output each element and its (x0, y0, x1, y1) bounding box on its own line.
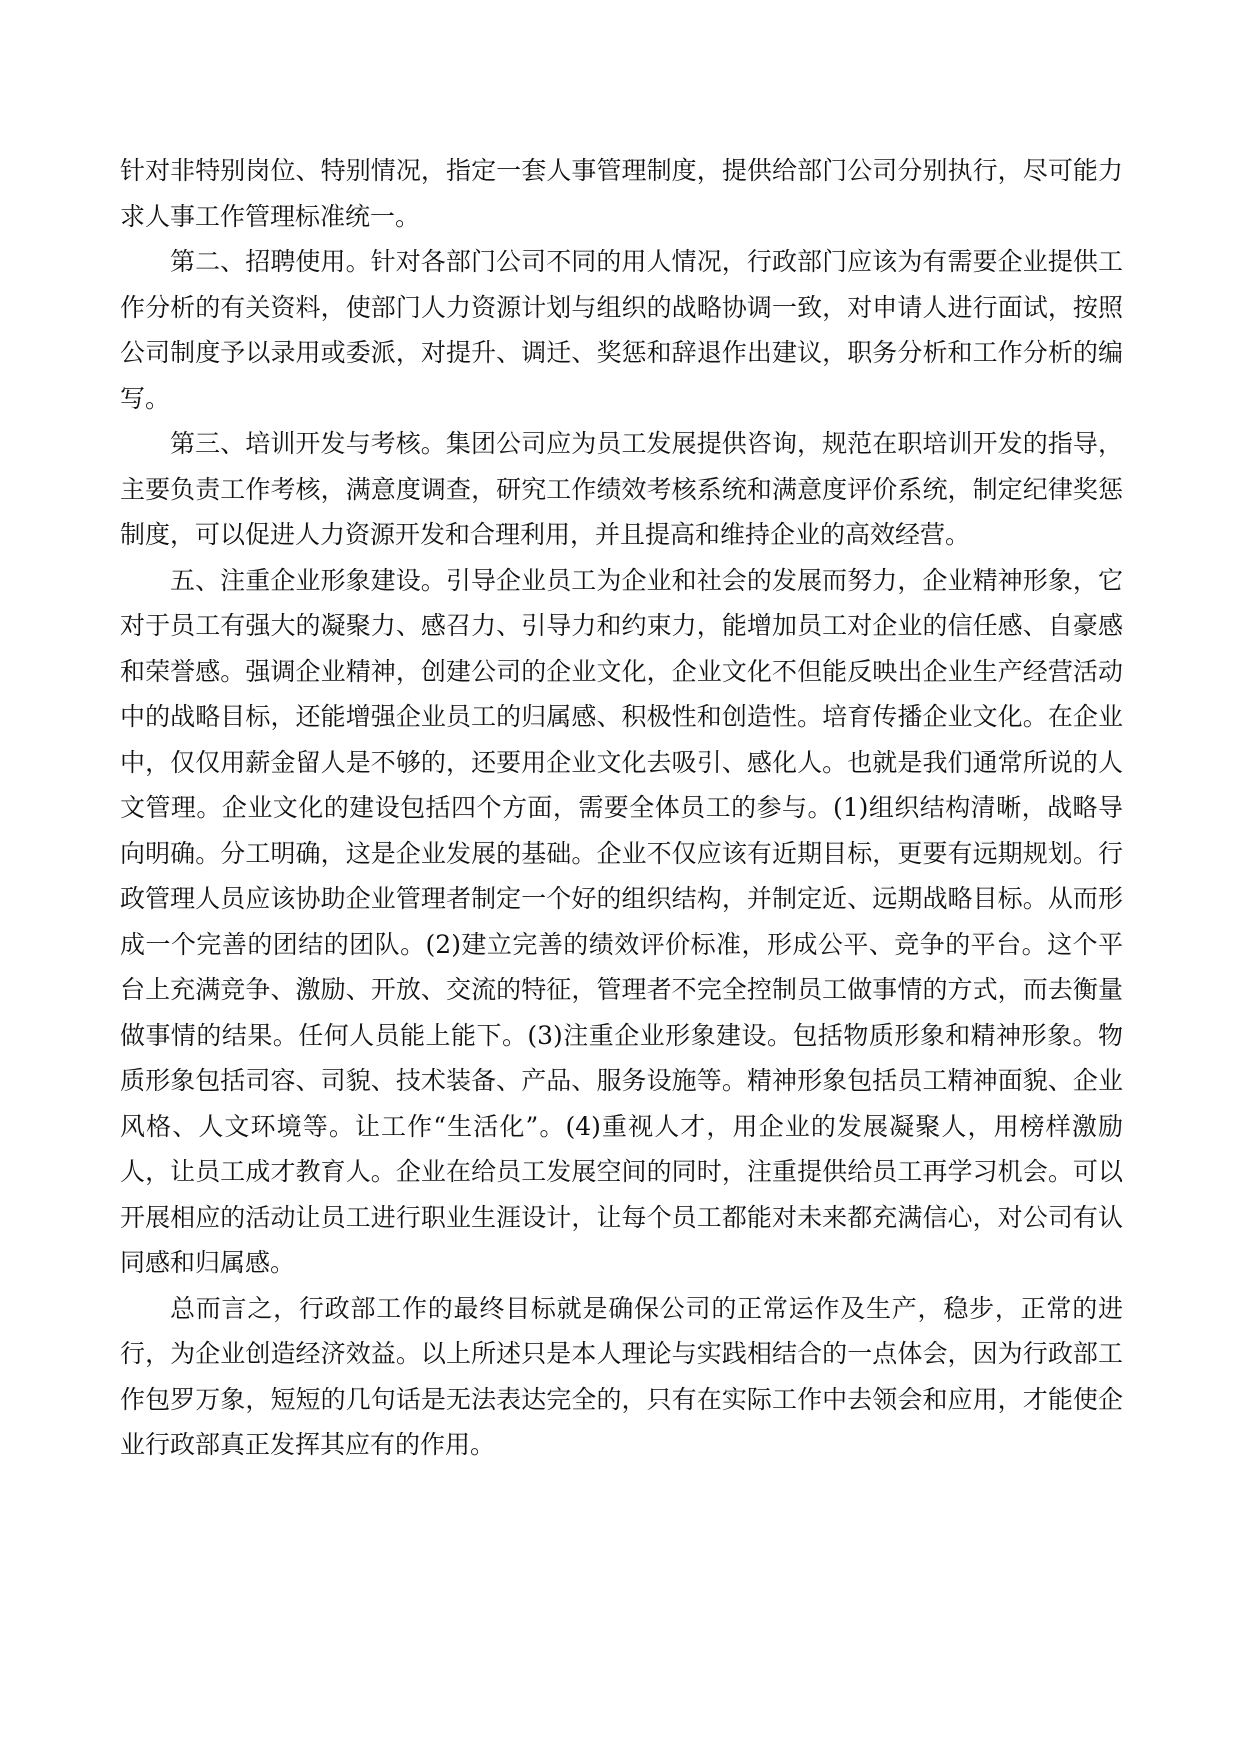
paragraph-recruitment: 第二、招聘使用。针对各部门公司不同的用人情况，行政部门应该为有需要企业提供工作分析的有关资料，使部门人力资源计划与组织的战略协调一致，对申请人进行面试，按照公司制度予以录用或委派，对提升、调迁、奖惩和辞退作出建议，职务分析和工作分析的编写。 (120, 247, 1123, 413)
paragraph-training-assessment: 第三、培训开发与考核。集团公司应为员工发展提供咨询，规范在职培训开发的指导，主要负责工作考核，满意度调查，研究工作绩效考核系统和满意度评价系统，制定纪律奖惩制度，可以促进人力资源开发和合理利用，并且提高和维持企业的高效经营。 (120, 429, 1123, 549)
paragraph-corporate-image: 五、注重企业形象建设。引导企业员工为企业和社会的发展而努力，企业精神形象，它对于员工有强大的凝聚力、感召力、引导力和约束力，能增加员工对企业的信任感、自豪感和荣誉感。强调企业精神，创建公司的企业文化，企业文化不但能反映出企业生产经营活动中的战略目标，还能增强企业员工的归属感、积极性和创造性。培育传播企业文化。在企业中，仅仅用薪金留人是不够的，还要用企业文化去吸引、感化人。也就是我们通常所说的人文管理。企业文化的建设包括四个方面，需要全体员工的参与。(1)组织结构清晰，战略导向明确。分工明确，这是企业发展的基础。企业不仅应该有近期目标，更要有远期规划。行政管理人员应该协助企业管理者制定一个好的组织结构，并制定近、远期战略目标。从而形成一个完善的团结的团队。(2)建立完善的绩效评价标准，形成公平、竞争的平台。这个平台上充满竞争、激励、开放、交流的特征，管理者不完全控制员工做事情的方式，而去衡量做事情的结果。任何人员能上能下。(3)注重企业形象建设。包括物质形象和精神形象。物质形象包括司容、司貌、技术装备、产品、服务设施等。精神形象包括员工精神面貌、企业风格、人文环境等。让工作“生活化”。(4)重视人才，用企业的发展凝聚人，用榜样激励人，让员工成才教育人。企业在给员工发展空间的同时，注重提供给员工再学习机会。可以开展相应的活动让员工进行职业生涯设计，让每个员工都能对未来都充满信心，对公司有认同感和归属感。 (120, 565, 1123, 1277)
document-body (120, 148, 1123, 1468)
paragraph-conclusion: 总而言之，行政部工作的最终目标就是确保公司的正常运作及生产，稳步，正常的进行，为企业创造经济效益。以上所述只是本人理论与实践相结合的一点体会，因为行政部工作包罗万象，短短的几句话是无法表达完全的，只有在实际工作中去领会和应用，才能使企业行政部真正发挥其应有的作用。 (120, 1293, 1123, 1459)
paragraph-personnel-standards: 针对非特别岗位、特别情况，指定一套人事管理制度，提供给部门公司分别执行，尽可能力求人事工作管理标准统一。 (120, 156, 1123, 231)
